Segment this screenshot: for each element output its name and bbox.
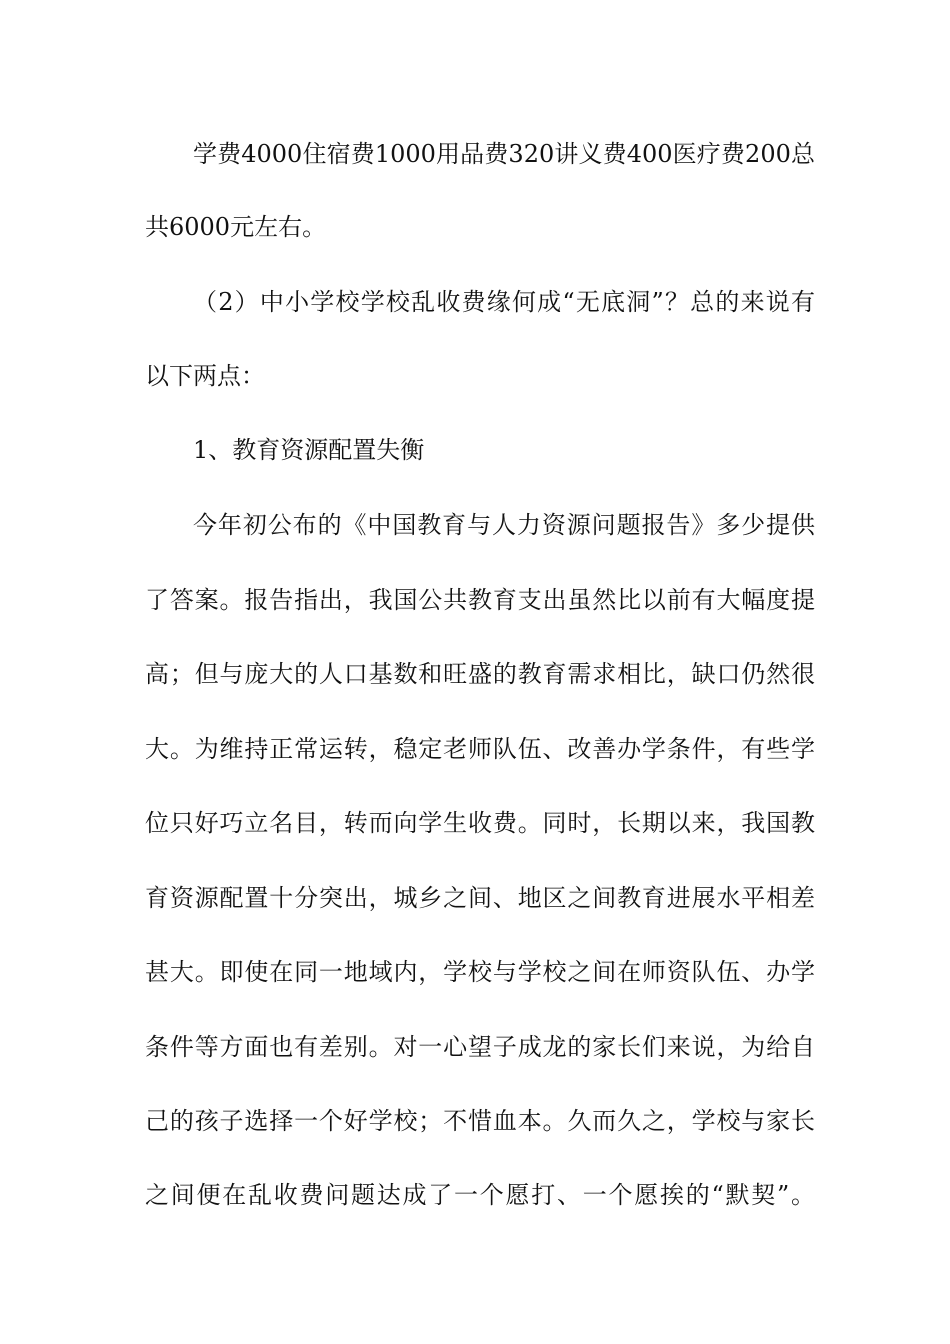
text-line: 大。为维持正常运转，稳定老师队伍、改善办学条件，有些学 [145,735,815,763]
text-line: 学费4000住宿费1000用品费320讲义费400医疗费200总 [193,140,815,168]
section-heading: 1、教育资源配置失衡 [193,436,425,464]
text-line: 了答案。报告指出，我国公共教育支出虽然比以前有大幅度提 [145,586,815,614]
text-line: 育资源配置十分突出，城乡之间、地区之间教育进展水平相差 [145,884,815,912]
text-line: 己的孩子选择一个好学校；不惜血本。久而久之，学校与家长 [145,1107,815,1135]
text-line: 之间便在乱收费问题达成了一个愿打、一个愿挨的“默契”。 [145,1181,815,1209]
text-line: 共6000元左右。 [145,213,327,241]
text-line: 以下两点： [145,362,265,390]
text-line: 甚大。即使在同一地域内，学校与学校之间在师资队伍、办学 [145,958,815,986]
text-line: 位只好巧立名目，转而向学生收费。同时，长期以来，我国教 [145,809,815,837]
text-line: 高；但与庞大的人口基数和旺盛的教育需求相比，缺口仍然很 [145,660,815,688]
text-line: （2）中小学校学校乱收费缘何成“无底洞”？总的来说有 [193,288,815,316]
text-line: 今年初公布的《中国教育与人力资源问题报告》多少提供 [193,511,815,539]
text-line: 条件等方面也有差别。对一心望子成龙的家长们来说，为给自 [145,1033,815,1061]
